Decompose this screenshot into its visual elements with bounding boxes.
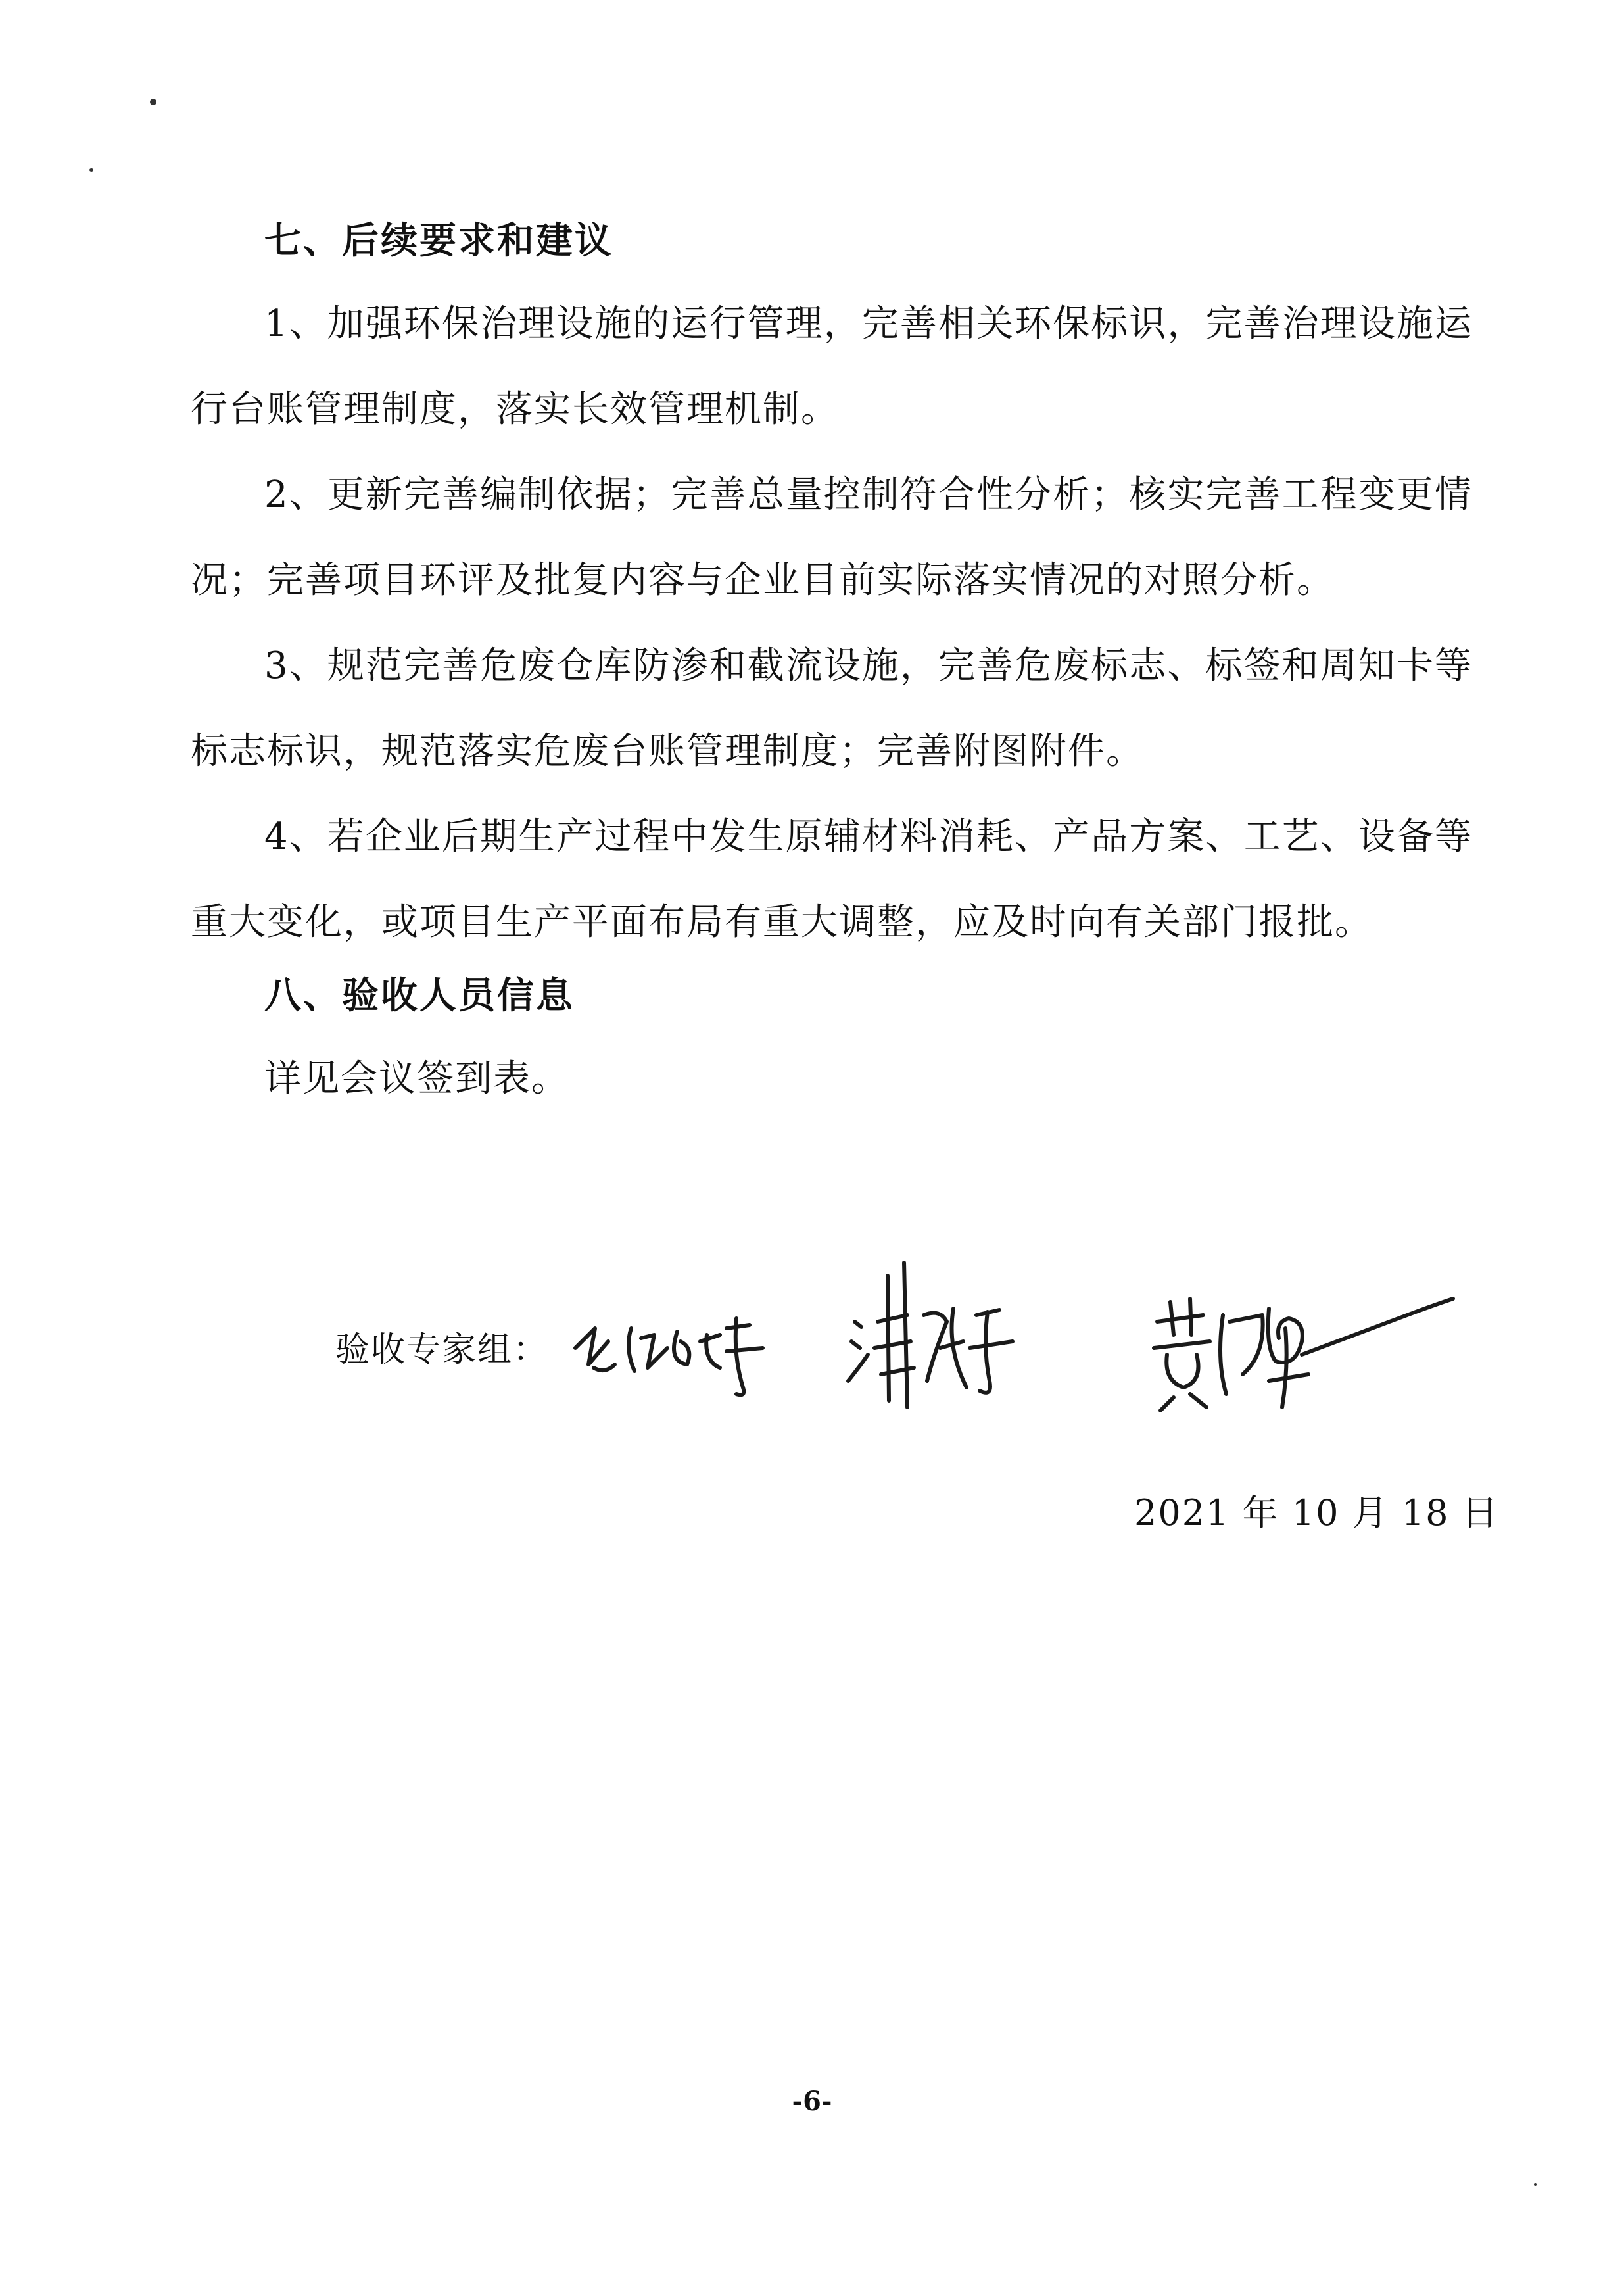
requirement-item-1: 1、加强环保治理设施的运行管理，完善相关环保标识，完善治理设施运行台账管理制度，落实长效管理机制。: [191, 302, 1473, 431]
signature-2: [842, 1249, 1052, 1420]
requirement-item-3: 3、规范完善危废仓库防渗和截流设施，完善危废标志、标签和周知卡等标志标识，规范落实危废台账管理制度；完善附图附件。: [191, 644, 1473, 773]
signature-label: 验收专家组：: [335, 1330, 549, 1370]
signature-block: [335, 1289, 1519, 1447]
section-7-heading: 七、后续要求和建议: [264, 220, 613, 262]
scan-speck: [150, 99, 156, 105]
section-8-text: 详见会议签到表。: [264, 1057, 569, 1100]
signature-3: [1144, 1282, 1460, 1414]
requirement-item-4: 4、若企业后期生产过程中发生原辅材料消耗、产品方案、工艺、设备等重大变化，或项目生产平面布局有重大调整，应及时向有关部门报批。: [191, 815, 1473, 944]
requirement-item-2: 2、更新完善编制依据；完善总量控制符合性分析；核实完善工程变更情况；完善项目环评及批复内容与企业目前实际落实情况的对照分析。: [191, 473, 1473, 602]
signature-1: [569, 1302, 786, 1407]
scan-speck: [1534, 2183, 1537, 2186]
page-number: -6-: [792, 2086, 832, 2117]
document-date: 2021 年 10 月 18 日: [1134, 1492, 1499, 1533]
scan-speck: [89, 168, 93, 172]
section-8-heading: 八、验收人员信息: [264, 975, 575, 1017]
